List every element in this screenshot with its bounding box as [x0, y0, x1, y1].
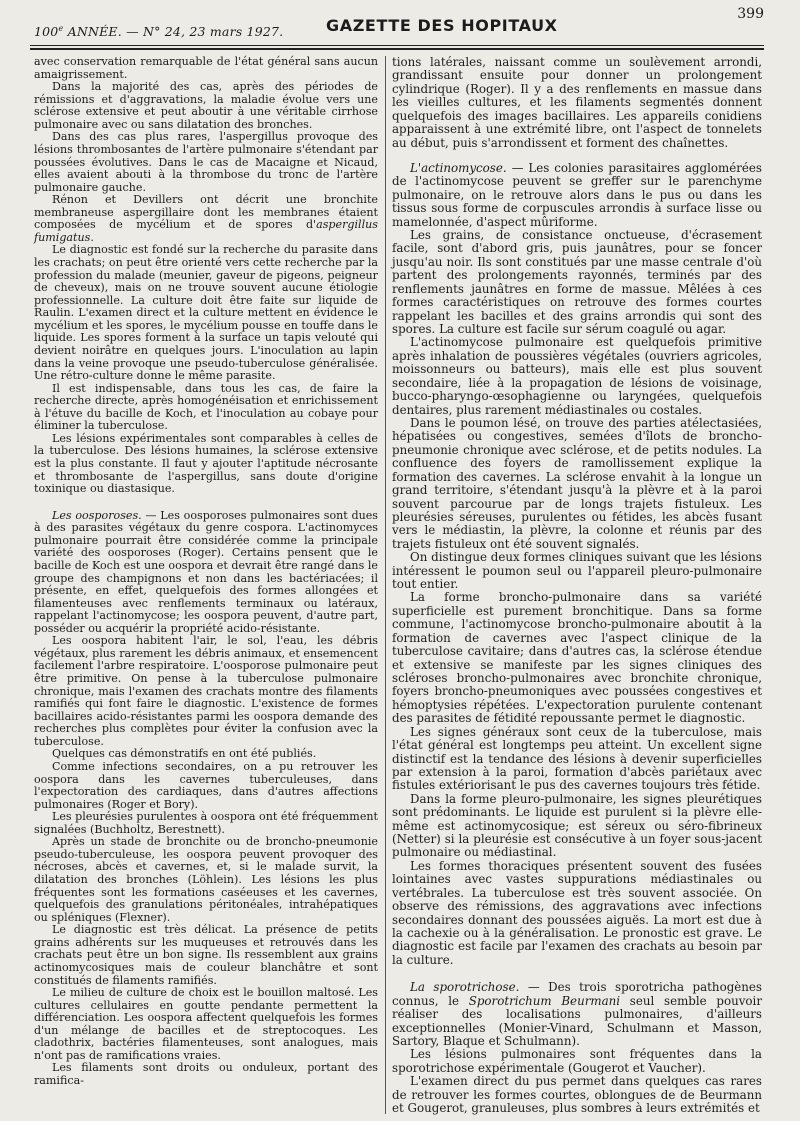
year-suffix: e [58, 24, 64, 33]
issue-info [34, 24, 283, 39]
paragraph [34, 761, 378, 811]
paragraph [34, 81, 378, 131]
issue-date: — N° 24, 23 mars 1927. [126, 24, 284, 40]
paragraph [34, 836, 378, 924]
paragraph [392, 336, 762, 417]
left-column [34, 56, 378, 1088]
paragraph-text: Les formes thoraciques présentent souvent des fusées lointaines avec vastes suppurations médiastinales ou vertébrales. La tuberculose est très souvent associée. On observe des rémissions, des aggravations avec infections secondaires donnant des poussées aiguës. La mort est due à la cachexie ou à la généralisation. Le pronostic est grave. Le diagnostic est facile par l'examen des crachats au besoin par la culture. [392, 858, 762, 967]
paragraph [392, 860, 762, 967]
paragraph-text: Le milieu de culture de choix est le bouillon maltosé. Les cultures cellulaires en goutte pendante permettent la différenciation. Les oospora affectent quelquefois les formes d'un mélange de bacilles et de streptocoques. Les cladothrix, bactéries filamenteuses, sont analogues, mais n'ont pas de ramifications vraies. [34, 986, 378, 1062]
paragraph [392, 1048, 762, 1075]
paragraph [34, 433, 378, 496]
paragraph [34, 635, 378, 748]
page-number: 399 [737, 6, 764, 22]
year-label: ANNÉE. [67, 24, 122, 40]
paragraph [34, 811, 378, 836]
paragraph [34, 244, 378, 382]
paragraph [392, 229, 762, 336]
paragraph-text: Les pleurésies purulentes à oospora ont été fréquemment signalées (Buchholtz, Berestnett). [34, 810, 378, 836]
paragraph-text: L'actinomycose pulmonaire est quelquefois primitive après inhalation de poussières végétales (ouvriers agricoles, moissonneurs ou batteurs), mais elle est plus souvent secondaire, liée à la propagation de lésions de voisinage, bucco-pharyngo-œsophagienne ou laryngées, quelquefois dentaires, plus rarement médiastinales ou costales. [392, 335, 762, 417]
paragraph-text: Le diagnostic est fondé sur la recherche du parasite dans les crachats; on peut être orienté vers cette recherche par la profession du malade (meunier, gaveur de pigeons, peigneur de cheveux), mais on ne trouve souvent aucune étiologie professionnelle. La culture doit être faite sur liquide de Raulin. L'examen direct et la culture mettent en évidence le mycélium et les spores, le mycélium pousse en touffe dans le liquide. Les spores forment à la surface un tapis velouté qui devient noirâtre en quelques jours. L'inoculation au lapin dans la veine provoque une pseudo-tuberculose généralisée. Une rétro-culture donne le même parasite. [34, 243, 378, 383]
paragraph-text: Les filaments sont droits ou onduleux, portant des ramifica- [34, 1061, 378, 1087]
paragraph [34, 56, 378, 81]
paragraph [392, 56, 762, 150]
header-rule-thick [30, 48, 764, 50]
paragraph [34, 131, 378, 194]
paragraph-text: Les grains, de consistance onctueuse, d'écrasement facile, sont d'abord gris, puis jaunâtres, pour se foncer jusqu'au noir. Ils sont constitués par une masse centrale d'où partent des prolongements rayonnés, terminés par des renflements jaunâtres en forme de massue. Mêlées à ces formes caractéristiques on retrouve des formes courtes rappelant les bacilles et des grains arrondis qui sont des spores. La culture est facile sur sérum coagulé ou agar. [392, 228, 762, 337]
paragraph-text: Il est indispensable, dans tous les cas, de faire la recherche directe, après homogénéisation et enrichissement à l'étuve du bacille de Koch, et l'inoculation au cobaye pour éliminer la tuberculose. [34, 381, 378, 433]
paragraph-text: Les lésions expérimentales sont comparables à celles de la tuberculose. Des lésions humaines, la sclérose extensive est la plus constante. Il faut y ajouter l'aptitude nécrosante et thrombosante de l'aspergillus, sans doute d'origine toxinique ou diastasique. [34, 431, 378, 496]
paragraph-text: Quelques cas démonstratifs en ont été publiés. [52, 747, 317, 761]
paragraph [34, 383, 378, 433]
paragraph-text: Dans des cas plus rares, l'aspergillus provoque des lésions thrombosantes de l'artère pulmonaire s'étendant par poussées évolutives. Dans le cas de Macaigne et Nicaud, elles avaient abouti à la thrombose du tronc de l'artère pulmonaire gauche. [34, 130, 378, 194]
paragraph [392, 793, 762, 860]
paragraph [392, 591, 762, 725]
paragraph-text: On distingue deux formes cliniques suivant que les lésions intéressent le poumon seul ou l'appareil pleuro-pulmonaire tout entier. [392, 550, 762, 592]
paragraph [34, 924, 378, 987]
paragraph-text: Les oospora habitent l'air, le sol, l'eau, les débris végétaux, plus rarement les débris animaux, et ensemencent facilement l'arbre respiratoire. L'oosporose pulmonaire peut être primitive. On pense à la tuberculose pulmonaire chronique, mais l'examen des crachats montre des filaments ramifiés qui font faire le diagnostic. L'existence de formes bacillaires acido-résistantes parmi les oospora demande des recherches plus complètes pour éviter la confusion avec la tuberculose. [34, 634, 378, 748]
section-heading: La sporotrichose. [410, 980, 520, 995]
journal-title: GAZETTE DES HOPITAUX [326, 16, 558, 35]
paragraph-text: Les signes généraux sont ceux de la tuberculose, mais l'état général est longtemps peu atteint. Un excellent signe distinctif est la tendance des lésions à devenir superficielles par extension à la paroi, formation d'abcès pariétaux avec fistules extériorisant le pus des cavernes toujours très fétide. [392, 724, 762, 793]
paragraph-text: Dans la majorité des cas, après des périodes de rémissions et d'aggravations, la maladie évolue vers une sclérose extensive et peut aboutir à une véritable cirrhose pulmonaire avec ou sans dilatation des bronches. [34, 80, 378, 131]
paragraph-text: — Les oosporoses pulmonaires sont dues à des parasites végétaux du genre cospora. L'actinomyces pulmonaire pourrait être considérée comme la principale variété des oosporoses (Roger). Certains pensent que le bacille de Koch est une oospora et devrait être rangé dans le groupe des champignons et non dans les bactériacées; il présente, en effet, quelquefois des formes allongées et filamenteuses avec renflements terminaux ou latéraux, rappelant l'actinomycose; les oospora peuvent, d'autre part, posséder ou acquérir la propriété acido-résistante. [34, 508, 378, 635]
paragraph [34, 1062, 378, 1087]
year-number: 100 [34, 24, 59, 40]
paragraph-text: avec conservation remarquable de l'état général sans aucun amaigrissement. [34, 55, 378, 81]
paragraph-text: Le diagnostic est très délicat. La présence de petits grains adhérents sur les muqueuses et retrouvés dans les crachats peut être un bon signe. Ils ressemblent aux grains actinomycosiques mais de couleur blanchâtre et sont constitués de filaments ramifiés. [34, 923, 378, 987]
paragraph [34, 987, 378, 1062]
paragraph-text: Dans le poumon lésé, on trouve des parties atélectasiées, hépatisées ou congestives, semées d'îlots de broncho-pneumonie chronique avec sclérose, et de petits nodules. La confluence des foyers de ramollissement explique la formation des cavernes. La sclérose envahit à la longue un grand territoire, s'étendant jusqu'à la plèvre et à la paroi souvent parcourue par de longs trajets fistuleux. Les pleurésies séreuses, purulentes ou fétides, les abcès fusant vers le médiastin, la plèvre, la colonne et réunis par des trajets fistuleux ont été souvent signalés. [392, 415, 762, 551]
paragraph [34, 194, 378, 244]
column-divider [385, 56, 386, 1114]
paragraph-text: La forme broncho-pulmonaire dans sa variété superficielle est purement bronchitique. Dans sa forme commune, l'actinomycose broncho-pulmonaire aboutit à la formation de cavernes avec l'aspect clinique de la tuberculose cavitaire; dans d'autres cas, la sclérose étendue et extensive se manifeste par les signes cliniques des scléroses broncho-pulmonaires avec bronchite chronique, foyers broncho-pneumoniques avec poussées congestives et hémoptysies répétées. L'expectoration purulente contenant des parasites de fétidité repoussante permet le diagnostic. [392, 590, 762, 726]
paragraph-text: seul semble pouvoir réaliser des localisations pulmonaires, d'ailleurs exceptionnelles (Monier-Vinard, Schulmann et Masson, Sartory, Blaque et Schulmann). [392, 993, 763, 1048]
section-heading: L'actinomycose. [410, 160, 507, 175]
paragraph-text: Après un stade de bronchite ou de broncho-pneumonie pseudo-tuberculeuse, les oospora peuvent provoquer des nécroses, abcès et cavernes, et, si le malade survit, la dilatation des bronches (Löhlein). Les lésions les plus fréquentes sont les formations caséeuses et les cavernes, quelquefois des granulations péritonéales, intrahépatiques ou spléniques (Flexner). [34, 835, 378, 924]
paragraph [34, 510, 378, 636]
paragraph [392, 162, 762, 229]
species-name: aspergillus fumigatus. [34, 218, 378, 244]
paragraph-text: Comme infections secondaires, on a pu retrouver les oospora dans les cavernes tuberculeuses, dans l'expectoration des cardiaques, dans d'autres affections pulmonaires (Roger et Bory). [34, 759, 378, 811]
paragraph-text: Les lésions pulmonaires sont fréquentes dans la sporotrichose expérimentale (Gougerot et Vaucher). [392, 1047, 762, 1075]
paragraph-text: L'examen direct du pus permet dans quelques cas rares de retrouver les formes courtes, oblongues de de Beurmann et Gougerot, granuleuses, plus sombres à leurs extrémités et [392, 1074, 762, 1116]
paragraph [392, 726, 762, 793]
right-column [392, 56, 762, 1115]
paragraph-text: — Des trois sporotricha pathogènes connus, le [392, 980, 763, 1008]
paragraph-text: — Les colonies parasitaires agglomérées de l'actinomycose peuvent se greffer sur le parenchyme pulmonaire, on le retrouve alors dans le pus ou dans les tissus sous forme de corpuscules arrondis à surface lisse ou mamelonnée, d'aspect mûriforme. [392, 160, 762, 229]
paragraph-text: Dans la forme pleuro-pulmonaire, les signes pleurétiques sont prédominants. Le liquide est purulent si la plèvre elle-même est actinomycosique; est séreux ou séro-fibrineux (Netter) si la pleurésie est consécutive à un foyer sous-jacent pulmonaire ou médiastinal. [392, 791, 762, 860]
paragraph [392, 551, 762, 591]
paragraph [392, 417, 762, 551]
paragraph [392, 1075, 762, 1115]
paragraph [392, 981, 762, 1048]
paragraph-text: tions latérales, naissant comme un soulèvement arrondi, grandissant ensuite pour donner un prolongement cylindrique (Roger). Il y a des renflements en massue dans les vieilles cultures, et les filaments segmentés donnent quelquefois des images bacillaires. Les appareils conidiens apparaissent à une extrémité libre, ont l'aspect de tonnelets au début, puis s'arrondissent et forment des chaînettes. [392, 55, 762, 150]
paragraph-text: Rénon et Devillers ont décrit une bronchite membraneuse aspergillaire dont les membranes étaient composées de mycélium et de spores d' [34, 193, 378, 232]
section-heading: Les oosporoses. [52, 508, 142, 522]
header-rule-thin [30, 45, 764, 46]
species-name: Sporotrichum Beurmani [468, 993, 621, 1008]
